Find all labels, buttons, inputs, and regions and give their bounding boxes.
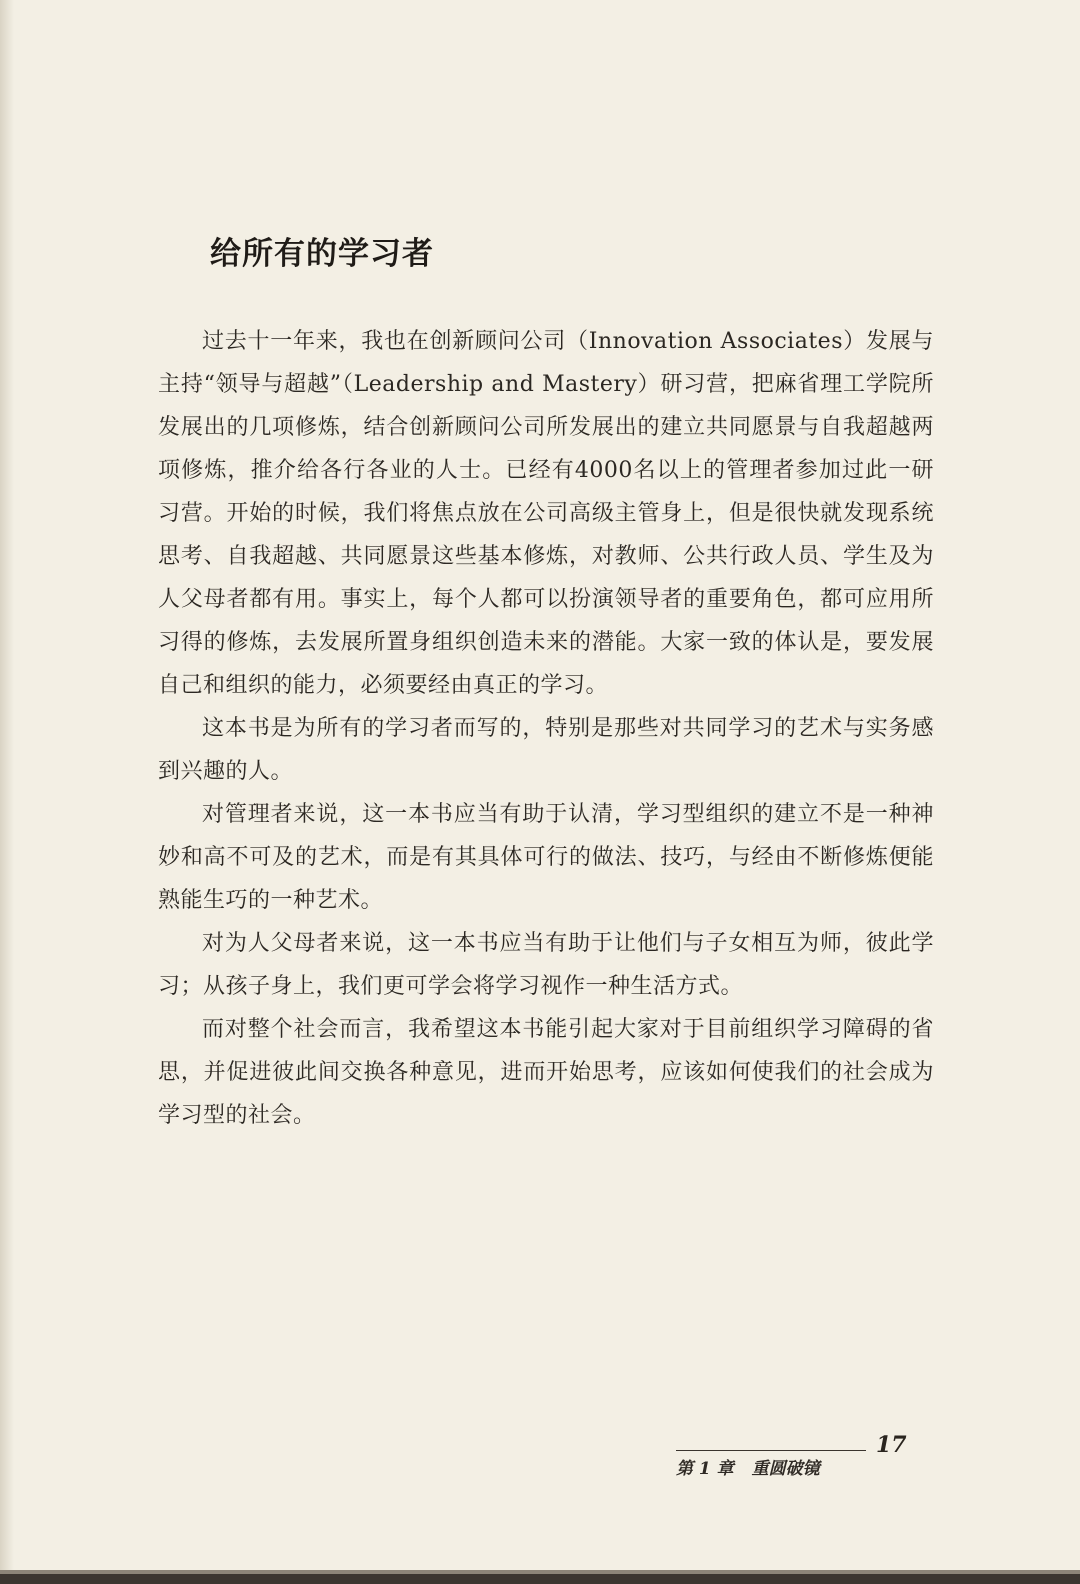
running-footer xyxy=(676,1454,820,1479)
page-number: 17 xyxy=(876,1432,907,1458)
chapter-label: 第 1 章 xyxy=(676,1459,734,1479)
paragraph-3: 对管理者来说，这一本书应当有助于认清，学习型组织的建立不是一种神妙和高不可及的艺术，而是有其具体可行的做法、技巧，与经由不断修炼便能熟能生巧的一种艺术。 xyxy=(158,802,934,913)
paragraph-5: 而对整个社会而言，我希望这本书能引起大家对于目前组织学习障碍的省思，并促进彼此间交换各种意见，进而开始思考，应该如何使我们的社会成为学习型的社会。 xyxy=(158,1017,934,1128)
paragraph-4: 对为人父母者来说，这一本书应当有助于让他们与子女相互为师，彼此学习；从孩子身上，我们更可学会将学习视作一种生活方式。 xyxy=(158,931,934,999)
chapter-title: 重圆破镜 xyxy=(751,1459,820,1479)
scan-bottom-edge xyxy=(0,1574,1080,1584)
page-footer xyxy=(676,1432,966,1492)
page-binding-shadow xyxy=(0,0,14,1584)
section-title: 给所有的学习者 xyxy=(210,236,434,272)
footer-rule xyxy=(676,1450,866,1451)
paragraph-1: 过去十一年来，我也在创新顾问公司（Innovation Associates）发展与主持“领导与超越”（Leadership and Mastery）研习营，把麻省理工学院所发展出的几项修炼，结合创新顾问公司所发展出的建立共同愿景与自我超越两项修炼，推介给各行各业的人士。已经有4000名以上的管理者参加过此一研习营。开始的时候，我们将焦点放在公司高级主管身上，但是很快就发现系统思考、自我超越、共同愿景这些基本修炼，对教师、公共行政人员、学生及为人父母者都有用。事实上，每个人都可以扮演领导者的重要角色，都可应用所习得的修炼，去发展所置身组织创造未来的潜能。大家一致的体认是，要发展自己和组织的能力，必须要经由真正的学习。 xyxy=(158,329,934,698)
body-text xyxy=(158,320,934,1137)
paragraph-2: 这本书是为所有的学习者而写的，特别是那些对共同学习的艺术与实务感到兴趣的人。 xyxy=(158,716,934,784)
